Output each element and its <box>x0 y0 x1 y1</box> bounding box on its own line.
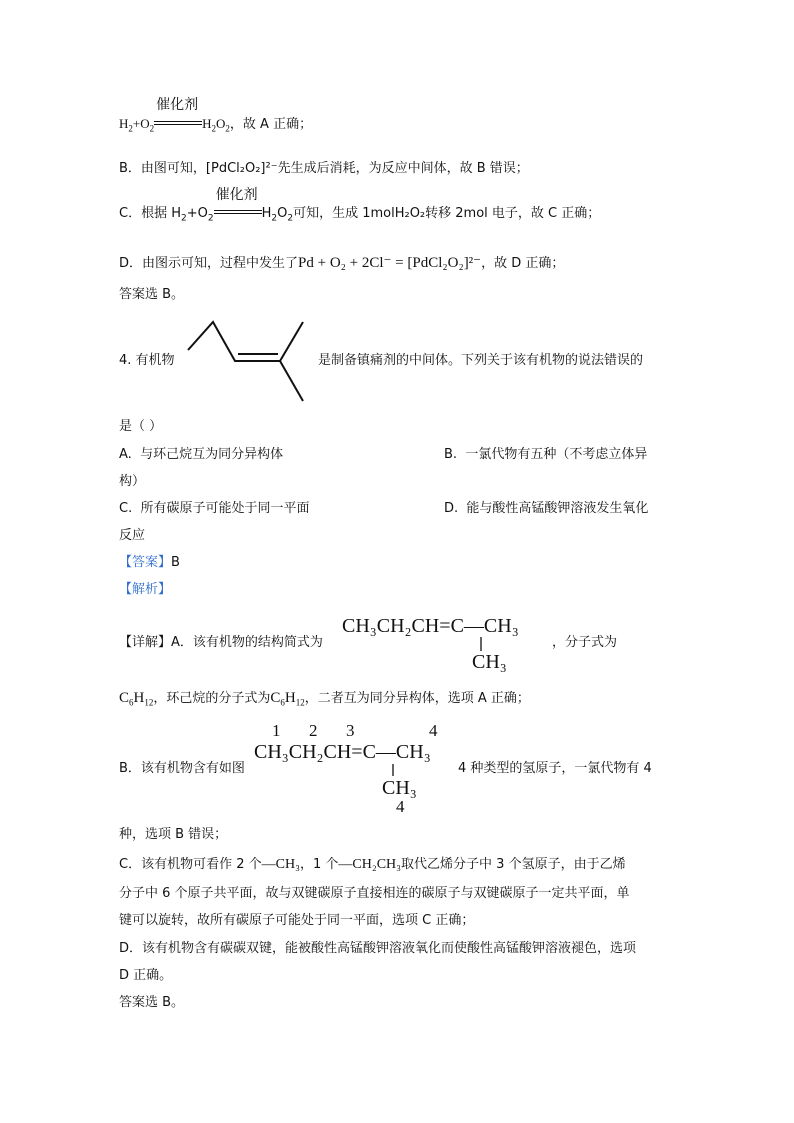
option-a[interactable]: A. 与环己烷互为同分异构体 <box>119 447 284 462</box>
detail-a-after: ，分子式为 <box>552 635 618 650</box>
h-type-3: 3 <box>346 721 355 740</box>
numbered-formula-b <box>254 718 464 818</box>
detail-c-line2: 分子中 6 个原子共平面，故与双键碳原子直接相连的碳原子与双键碳原子一定共平面，单 <box>119 886 630 901</box>
condensed-formula-a <box>340 608 555 678</box>
svg-text:CH₃: CH₃ <box>382 777 417 799</box>
analysis-tag: 【解析】 <box>119 582 172 597</box>
detail-b-line2: 种，选项 B 错误； <box>119 827 228 842</box>
detail-d-line2: D 正确。 <box>119 968 173 983</box>
answer-conclusion: 答案选 B。 <box>119 287 185 302</box>
statement-d: D．由图示可知，过程中发生了Pd + O₂ + 2Cl⁻ = [PdCl₂O₂]²⁻，故 D 正确； <box>119 255 565 271</box>
question-stem-cont: 是（ ） <box>119 419 163 434</box>
catalyst-arrow: 催化剂 <box>214 203 262 217</box>
answer-tag: 【答案】 <box>119 555 172 570</box>
h-type-4: 4 <box>429 721 438 740</box>
option-b-cont: 构） <box>119 474 146 489</box>
answer-value: B <box>171 555 180 570</box>
detail-c-line1: C．该有机物可看作 2 个—CH₃，1 个—CH₂CH₃取代乙烯分子中 3 个氢原子，由于乙烯 <box>119 857 626 872</box>
statement-b: B．由图可知，[PdCl₂O₂]²⁻先生成后消耗，为反应中间体，故 B 错误； <box>119 161 529 176</box>
answer-line <box>119 554 180 572</box>
question-stem-text: 是制备镇痛剂的中间体。下列关于该有机物的说法错误的 <box>318 353 644 368</box>
final-answer: 答案选 B。 <box>119 995 185 1010</box>
option-d-cont: 反应 <box>119 528 146 543</box>
skeletal-structure-image <box>185 316 310 406</box>
option-b[interactable]: B. 一氯代物有五种（不考虑立体异 <box>444 447 648 462</box>
option-c[interactable]: C. 所有碳原子可能处于同一平面 <box>119 501 310 516</box>
detail-a-line2: $C_6H_{12}$，环己烷的分子式为$C_6H_{12}$，二者互为同分异构体，选项 A 正确； <box>119 690 530 708</box>
detail-d-line1: D．该有机物含有碳碳双键，能被酸性高锰酸钾溶液氧化而使酸性高锰酸钾溶液褪色，选项 <box>119 941 637 956</box>
detail-b-after: 4 种类型的氢原子，一氯代物有 4 <box>458 761 652 776</box>
h-type-1: 1 <box>272 721 281 740</box>
option-d[interactable]: D. 能与酸性高锰酸钾溶液发生氧化 <box>444 501 649 516</box>
h-type-2: 2 <box>309 721 318 740</box>
question-stem: 4. 有机物 <box>119 353 175 368</box>
catalyst-arrow: 催化剂 <box>154 114 202 128</box>
svg-text:CH₃CH₂CH=C—CH₃: CH₃CH₂CH=C—CH₃ <box>342 615 519 637</box>
svg-text:CH₃CH₂CH=C—CH₃: CH₃CH₂CH=C—CH₃ <box>254 741 431 763</box>
h-type-4b: 4 <box>396 797 405 816</box>
detail-b: B．该有机物含有如图 <box>119 761 245 776</box>
reaction-equation: Pd + O₂ + 2Cl⁻ = [PdCl₂O₂]²⁻ <box>298 255 482 271</box>
equation-line-1: $H_2+O_2$ 催化剂 $H_2O_2$，故 A 正确； <box>119 98 313 134</box>
detail-a: 【详解】A．该有机物的结构简式为 <box>119 635 323 650</box>
detail-c-line3: 键可以旋转，故所有碳原子可能处于同一平面，选项 C 正确； <box>119 913 475 928</box>
statement-c: C．根据 $H_2+O_2$ 催化剂 $H_2O_2$可知，生成 1molH₂O₂转移 2mol 电子，故 C 正确； <box>119 187 601 224</box>
svg-text:CH₃: CH₃ <box>472 651 507 673</box>
